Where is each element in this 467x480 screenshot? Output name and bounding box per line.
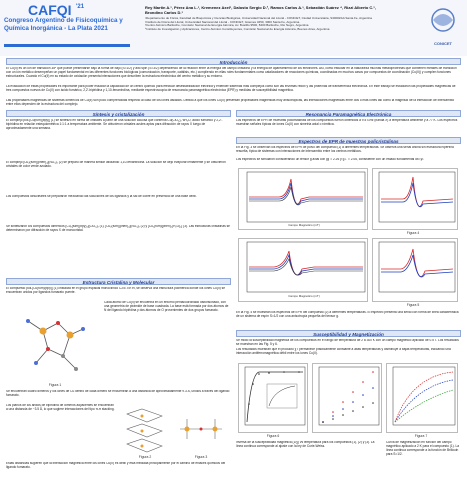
structure-paragraph-5: Estas distancias sugieren que la interacción magnética entre los iones Cu(II) es débil y está mediada principalmente por el camino de enlaces químicos del ligando fumarato.	[6, 462, 226, 469]
authors-block	[145, 5, 415, 32]
section-epr-spectra: Espectros de EPR de muestras policristalinas	[236, 137, 461, 144]
conicet-emblem-icon	[425, 6, 461, 36]
structure-paragraph-3: Se encuentran cuatro dímeros y los iones de Cu dentro de cada dímero se encuentran a una distancia de aproximadamente 9.3 Å, unidos a través del ligando fumarato.	[6, 390, 230, 397]
logo-text: CAFQI	[28, 2, 72, 18]
figure-susceptibility-1	[238, 363, 308, 433]
figure-3-caption-left: Figura 3	[194, 455, 208, 459]
affiliation-2: ²Instituto de Física del Litoral, Universidad Nacional del Litoral - CONICET, Güemes 3450, 3000 Santa Fe, Argentina	[145, 19, 300, 24]
figure-epr-caption-right: Figura 4	[406, 231, 420, 235]
structure-bottom-text	[6, 462, 231, 478]
figure-epr-caption-right-2: Figura 5	[406, 303, 420, 307]
figure-2-crystal-packing	[122, 404, 168, 454]
figure-susceptibility-caption-1: Figura 6	[266, 434, 280, 438]
synthesis-paragraph-2: El complejo [Cu₂(fum)(phen)₄](NO₃)₂ (2) se preparó de manera similar utilizando 1,10-fenantrolina. La solución se dejó evaporar lentamente y se obtuvieron cristales de color verde azulado.	[6, 161, 226, 168]
intro-text	[6, 67, 461, 107]
figure-epr-spectra-4	[372, 238, 458, 302]
figure-epr-spectra-2	[372, 168, 458, 230]
figure-2-caption: Figura 2	[138, 455, 152, 459]
synthesis-paragraph-3: Los compuestos dinucleares se prepararon mezclando las soluciones de los ligandos y la sal de cobre en presencia de una base débil.	[6, 195, 197, 198]
affiliation-4: ⁴Instituto de Investigación y Aplicaciones, Centro Atómico Constituyentes, Comisión Nacional de Energía Atómica, Buenos Aires, Argentina	[145, 27, 330, 32]
structure-side-text	[104, 301, 231, 369]
susceptibility-paragraph-4: Curva de magnetización en función del campo magnético aplicado a 2 K para el compuesto (1). La línea continua corresponde a la función de Brillouin para S=1/2.	[386, 441, 460, 456]
affiliation-1: ¹Departamento de Física, Facultad de Bioquímica y Ciencias Biológicas, Universidad Nacional del Litoral - CONICET, Ciudad Universitaria, S3000ZAA Santa Fe, Argentina	[145, 16, 372, 20]
synthesis-text	[6, 119, 231, 245]
figure-magnetization	[386, 363, 458, 433]
epr-xlabel-1: Campo Magnético (mT)	[288, 223, 320, 227]
intro-paragraph-2: La evaluación de estas propiedades es importante para poder estudiar la capacidad de un centro químico para efectuar desestabilización eléctrica y entender sistemas más complejos como son las enzimas redox y las proteínas de transferencia electrónica. En este trabajo se estudiaron las propiedades magnéticas de tres compuestos nuevos de Cu(II) con ácido fumárico, 2,2'-bipiridina y 1,10-fenantrolina, mediante espectroscopía de resonancia paramagnética electrónica (EPR) y medidas de susceptibilidad magnética.	[6, 85, 456, 92]
section-synthesis: Síntesis y cristalización	[6, 110, 231, 117]
synthesis-paragraph-1: El complejo poli-[Cu(fum)(bpy)] (1) se sintetizó en forma de cristales a partir de una solución acuosa que contenía Cu(ClO₄)₂·6H₂O, ácido fumárico y 2,2'-bipiridina en relación estequiométrica 1:1:1 a temperatura ambiente. Se obtuvieron cristales azules aptos para difracción de rayos X luego de aproximadamente una semana.	[6, 119, 223, 130]
structure-paragraph-1: El compuesto poli-[Cu(fum)(bpy)] (1) cristaliza en el grupo espacial monoclínico C2/c. En él, se observa una estructura polimérica donde los iones Cu(II) se encuentran unidos por ligandos fumarato puente.	[6, 287, 225, 294]
magnetization-plot	[387, 364, 459, 434]
epr-spectra-paragraph-1: En la Fig. 3 se observan los espectros de EPR de polvo del compuesto (1) a diferentes temperaturas. Se observa una señal ancha sin estructura hiperfina resuelta, típica de sistemas con interacciones de intercambio entre los centros metálicos.	[236, 146, 454, 153]
conicet-logo	[425, 6, 461, 46]
epr-spectrum-plot-2	[373, 169, 459, 231]
logo-year: '21	[76, 4, 85, 10]
structure-lower-text	[6, 404, 116, 452]
synthesis-paragraph-4: Se sintetizaron los compuestos diméricos [Cu₂(fum)(bpy)₄](ClO₄)₂ (1), [Cu₂(fum)(phen)₄](NO₃)₂ (2) y [Cu₂(fum)(phen)₂(H₂O)₂] (3). Las estructuras cristalinas se determinaron por difracción de rayos X de monocristal.	[6, 225, 230, 232]
susceptibility-caption-text	[236, 441, 381, 461]
epr-spectra-text	[236, 146, 461, 166]
epr-xlabel-2: Campo Magnético (mT)	[288, 294, 320, 298]
congress-line-2: Química Inorgánica - La Plata 2021	[4, 24, 108, 32]
logo-underline	[4, 44, 130, 47]
epr-spectrum-plot-1	[239, 169, 369, 231]
susceptibility-paragraph-3: Inversa de la susceptibilidad magnética (1/χ) vs temperatura para los compuestos (1), (2) y (3). La línea continua corresponde al ajuste con la ley de Curie-Weiss.	[236, 441, 375, 448]
figure-magnetization-caption: Figura 7	[414, 434, 428, 438]
figure-3-dimer-view	[172, 404, 230, 454]
susceptibility-text	[236, 339, 461, 360]
epr-text	[236, 119, 461, 131]
authors-line-2: Brondino Carlos D.¹	[145, 10, 183, 15]
susceptibility-plot-1	[239, 364, 309, 434]
congress-line-1: Congreso Argentino de Fisicoquímica y	[4, 17, 123, 24]
section-introduction: Introducción	[6, 58, 461, 65]
figure-epr-spectra-3	[238, 238, 368, 302]
congress-logo	[4, 2, 124, 46]
epr-spectra-paragraph-2: Los espectros se simularon considerando un tensor g axial con g∥ = 2.26 y g⊥ = 2.06, consistente con un estado fundamental dx²-y².	[236, 158, 425, 161]
susceptibility-paragraph-2: Los resultados muestran que el producto χT permanece prácticamente constante a altas temperaturas y disminuye a bajas temperaturas, indicando una interacción antiferromagnética débil entre los iones Cu(II).	[236, 348, 451, 355]
epr-paragraph-1: Los espectros de EPR de muestras policristalinas de los compuestos fueron obtenidos a 9.5 GHz (banda X) a temperatura ambiente y a 77 K. Los espectros muestran señales típicas de iones Cu(II) con simetría axial o rómbica.	[236, 119, 458, 126]
epr-spectra-paragraph-3: En la Fig. 4 se muestran los espectros de EPR del compuesto (2) a diferentes temperaturas. El espectro presenta una señal con forma de línea característica de un sistema de espín S=1/2 con una anisotropía pequeña del tensor g.	[236, 311, 459, 318]
structure-intro	[6, 287, 231, 299]
structure-paragraph-2: Cada átomo de Cu(II) se encuentra en un entorno pentacoordinado distorsionado, con una geometría de pirámide de base cuadrada. La base está formada por dos átomos de N del ligando bipiridina y dos átomos de O provenientes de dos grupos fumarato.	[104, 301, 229, 312]
intro-paragraph-1: El Cu(II) es un ión de transición 3d⁹ que puede presentarse bajo la forma de bajo (S=1/2) y alto spin (S=3/2) dependiendo de la relación entre la energía del campo cristalino y la energía de apareamiento de los electrones. Así, como estudiar en la naturaleza muchas metaloproteínas que contienen metales de transición con un ión metálico desempeñan un papel fundamental en las diferentes funciones biológicas (comunicación, transporte, catálisis, etc.) cumpliendo en ellas roles fundamentales como catalizadores de reacciones químicas, coordinadas en muchos casos por compuestos de coordinación (Cu(II)) y cumplen funciones estructurales. Cuando el Cu(II) en su estado de oxidación presenta interacciones que describen la estructura electrónica del centro metálico y su entorno.	[6, 67, 457, 78]
magnetization-caption-text	[386, 441, 461, 465]
susceptibility-paragraph-1: Se midió la susceptibilidad magnética de los compuestos en el rango de temperatura de 2 a 300 K con un campo magnético aplicado de 0.5 T. Los resultados se muestran en las Fig. 5 y 6.	[236, 339, 459, 346]
structure-mid-text	[6, 390, 231, 402]
affiliation-3: ³Centro Atómico Bariloche, Comisión Nacional de Energía Atómica, Av. Bustillo 9500, 8400 Bariloche, Río Negro, Argentina	[145, 23, 309, 28]
epr-spectra-text-2	[236, 311, 461, 327]
section-epr: Resonancia Paramagnética Electrónica	[236, 110, 461, 117]
intro-paragraph-3: Las propiedades magnéticas de sistemas diméricos de Cu(II) son poco comprendidas respecto al caso de los iones aislados. Debido a que los iones Cu(II) presentan propiedades magnéticas muy anisotrópicas, las interacciones magnéticas entre dos o más iones así como la magnitud de la interacción de intercambio entre ellos dependen de la estructura del complejo.	[6, 99, 455, 106]
figure-epr-spectra-1	[238, 168, 368, 230]
structure-paragraph-4: Los planos de los anillos de bipiridina de dímeros adyacentes se encuentran a una distancia de ~3.5 Å, lo que sugiere interacciones del tipo π-π stacking.	[6, 404, 115, 411]
section-structure: Estructura Cristalina y Molecular	[6, 278, 231, 285]
figure-1-caption: Figura 1	[48, 383, 62, 387]
susceptibility-plot-2	[313, 364, 383, 434]
figure-1-molecular-structure	[8, 301, 100, 381]
figure-susceptibility-2	[312, 363, 382, 433]
authors-line-1: Rey Martin A.¹, Pérez Ana L.¹, Kremenez Axel¹, Dalosto Sergio D.², Ramos Carlos A.³, Sebastián Suárez ⁴, Rizzi Alberto C.¹,	[145, 5, 376, 10]
conicet-label: CONICET	[434, 41, 452, 46]
molecule-drawing	[8, 301, 100, 381]
epr-spectrum-plot-4	[373, 239, 459, 303]
dimer-drawing	[172, 404, 230, 454]
crystal-packing-drawing	[122, 404, 168, 454]
section-susceptibility: Susceptibilidad y Magnetización	[236, 330, 461, 337]
